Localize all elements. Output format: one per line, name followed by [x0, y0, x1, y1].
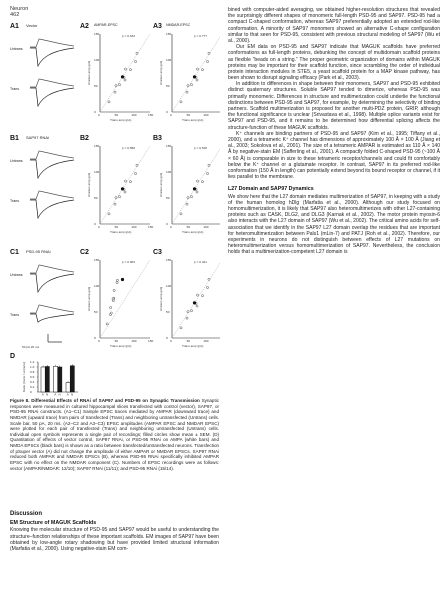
data-point: [201, 295, 203, 297]
data-point: [115, 197, 117, 199]
journal-name: Neuron: [10, 6, 29, 12]
data-point: [206, 286, 208, 288]
data-point: [114, 91, 116, 93]
heading-l27: L27 Domain and SAP97 Dynamics: [228, 186, 314, 193]
nmdar-trace: [30, 265, 74, 273]
bar-label: N: [71, 392, 74, 396]
bar-label: A: [54, 392, 57, 396]
data-point: [116, 279, 118, 281]
x-tick-label: 100: [203, 225, 209, 229]
y-tick-label: 150: [166, 258, 172, 262]
data-point: [116, 282, 118, 284]
x-tick-label: 0: [98, 339, 100, 343]
bar-label: N: [58, 392, 61, 396]
ampar-trace: [30, 88, 74, 106]
mean-point: [193, 75, 196, 78]
trace-label: Untrans: [10, 159, 23, 163]
y-tick-label: 50: [94, 196, 98, 200]
data-point: [190, 196, 192, 198]
x-tick-label: 0: [98, 113, 100, 117]
x-axis-label: Trans amp (pA): [182, 230, 204, 234]
running-header: [10, 6, 28, 19]
x-tick-label: 50: [186, 225, 191, 229]
nmdar-trace: [30, 39, 74, 47]
x-axis-label: Trans amp (pA): [182, 344, 204, 348]
x-tick-label: 150: [148, 113, 154, 117]
figure-caption: [10, 398, 219, 471]
y-tick-label: 0.2: [30, 385, 35, 389]
panel-label: D: [10, 353, 16, 360]
figure-8: [8, 20, 220, 396]
nmdar-trace: [30, 305, 74, 313]
x-tick-label: 100: [131, 339, 137, 343]
unity-line: [172, 260, 220, 338]
y-tick-label: 1.2: [30, 360, 35, 364]
y-axis-label: Untrans amp (pA): [87, 286, 91, 312]
p-value: p = 0.182: [122, 34, 135, 38]
trace-label: Untrans: [10, 47, 23, 51]
panel-label: A3: [153, 23, 162, 30]
caption-title: Figure 8. Differential Effects of RNAi of SAP97 and PSD-95 on Synaptic Transmission: [10, 398, 200, 403]
y-tick-label: 50: [166, 84, 170, 88]
y-tick-label: 150: [166, 32, 172, 36]
data-point: [180, 101, 182, 103]
data-point: [187, 311, 189, 313]
data-point: [129, 181, 131, 183]
y-tick-label: 50: [94, 84, 98, 88]
x-tick-label: 50: [114, 339, 119, 343]
x-tick-label: 150: [148, 225, 154, 229]
data-point: [206, 172, 208, 174]
data-point: [190, 310, 192, 312]
mean-point: [193, 187, 196, 190]
y-tick-label: 0: [94, 222, 96, 226]
heading-discussion: Discussion: [10, 511, 43, 517]
data-point: [112, 298, 114, 300]
page-number: 462: [10, 12, 20, 19]
panel-label: B1: [10, 135, 19, 142]
data-point: [201, 181, 203, 183]
unity-line: [172, 34, 220, 112]
data-point: [124, 191, 126, 193]
data-point: [118, 84, 120, 86]
y-tick-label: 100: [94, 284, 100, 288]
data-point: [208, 52, 210, 54]
y-tick-label: 100: [94, 58, 100, 62]
x-tick-label: 100: [203, 113, 209, 117]
ampar-trace: [30, 160, 74, 178]
data-point: [113, 289, 115, 291]
data-point: [136, 164, 138, 166]
data-point: [114, 203, 116, 205]
data-point: [190, 84, 192, 86]
paragraph: K⁺ channels are binding partners of PSD-95 and SAP97 (Kim et al., 1995; Tiffany et al., 2000), and a tetrameric K⁺ channel has dimensions of approximately 100 Å × 100 Å (Jiang et al., 2003; Sokolova et al., 2001). The size of a tetrameric AMPAR is estimated as 110 Å × 140 Å by negative-stain EM (Safferling et al., 2001). A compactly folded C-shaped PSD-95 (~100 Å × 60 Å) is comparable in size to these tetrameric receptor/channels and could fit comfortably below the K⁺ channel or a glutamate receptor. In contrast, SAP97 in its preferred rod-like conformation (150 Å in length) can potentially extend beyond its bound receptor or channel, if it lies parallel to the membrane.: [228, 130, 440, 181]
panel-label: C3: [153, 249, 162, 256]
x-tick-label: 0: [170, 113, 172, 117]
x-tick-label: 50: [114, 113, 119, 117]
x-axis-label: Trans amp (pA): [110, 118, 132, 122]
data-point: [129, 69, 131, 71]
data-point: [118, 196, 120, 198]
y-tick-label: 150: [94, 144, 100, 148]
bar: [70, 366, 74, 392]
x-tick-label: 50: [186, 339, 191, 343]
y-tick-label: 150: [94, 258, 100, 262]
data-point: [124, 68, 126, 70]
y-tick-label: 100: [94, 170, 100, 174]
y-tick-label: 0.8: [30, 370, 35, 374]
right-column-text: [228, 7, 440, 256]
y-axis-label: Untrans amp (pA): [159, 172, 163, 198]
data-point: [115, 85, 117, 87]
bar: [66, 383, 70, 393]
column-title: NMDAR-EPSC: [166, 23, 191, 27]
y-tick-label: 100: [166, 284, 172, 288]
x-tick-label: 150: [148, 339, 154, 343]
x-axis-label: Trans amp (pA): [110, 344, 132, 348]
nmdar-trace: [30, 79, 74, 87]
row-label: Vector: [26, 23, 38, 28]
chart-y-label: Ratio (trans / untrans): [22, 362, 26, 392]
y-tick-label: 0: [30, 390, 32, 394]
p-value: p = 0.518: [194, 146, 207, 150]
bar: [45, 367, 49, 393]
x-tick-label: 0: [98, 225, 100, 229]
y-tick-label: 0: [166, 336, 168, 340]
data-point: [106, 323, 108, 325]
data-point: [208, 278, 210, 280]
row-label: SAP97 RNAi: [26, 135, 49, 140]
p-value: p = 0.777: [194, 34, 207, 38]
scale-bar-label: 50 pA 20 ms: [22, 345, 40, 349]
ampar-trace: [30, 48, 74, 66]
data-point: [108, 101, 110, 103]
x-tick-label: 100: [131, 113, 137, 117]
panel-label: B3: [153, 135, 162, 142]
data-point: [187, 85, 189, 87]
bar: [54, 366, 58, 392]
unity-line: [100, 260, 150, 338]
paragraph: Our EM data on PSD-95 and SAP97 indicate that MAGUK scaffolds have preferred conformations as full-length proteins, debunking the concept of multidomain scaffold proteins as flexible “beads on a string.” The proper geometric organization of domains within MAGUK proteins may be important for their scaffold function, since scrambling the order of individual protein interaction modules in STE5, a yeast scaffold protein for a MAP kinase pathway, has been shown to disrupt signaling efficacy (Park et al., 2003).: [228, 44, 440, 82]
ampar-trace: [30, 200, 74, 218]
mean-point: [193, 301, 196, 304]
panel-label: A1: [10, 23, 19, 30]
heading-em-structure: EM Structure of MAGUK Scaffolds: [10, 520, 97, 526]
mean-point: [121, 278, 124, 281]
y-axis-label: Untrans amp (pA): [87, 172, 91, 198]
data-point: [208, 164, 210, 166]
data-point: [110, 306, 112, 308]
y-tick-label: 50: [94, 310, 98, 314]
y-tick-label: 0: [166, 222, 168, 226]
y-tick-label: 0.6: [30, 375, 35, 379]
p-value: p = 0.003: [122, 260, 135, 264]
nmdar-trace: [30, 151, 74, 159]
p-value: p = 0.441: [194, 260, 207, 264]
trace-label: Untrans: [10, 273, 23, 277]
y-tick-label: 150: [94, 32, 100, 36]
unity-line: [100, 34, 150, 112]
bar: [41, 367, 45, 392]
paragraph: Knowing the molecular structure of PSD-95 and SAP97 would be useful to understanding the structure–function relationships of these important scaffolds. EM images of SAP97 have been obtained by low-angle rotary shadowing but have provided limited structural information (Marfatia et al., 2000). Using negative-stain EM com-: [10, 527, 219, 552]
y-tick-label: 0.4: [30, 380, 35, 384]
data-point: [134, 60, 136, 62]
data-point: [108, 213, 110, 215]
trace-label: Trans: [10, 87, 20, 91]
bar-label: A: [41, 392, 44, 396]
data-point: [201, 69, 203, 71]
y-tick-label: 100: [166, 58, 172, 62]
y-tick-label: 100: [166, 170, 172, 174]
bar: [58, 367, 62, 392]
paragraph: We show here that the L27 domain mediates multimerization of SAP97, in keeping with a study of the human homolog hDlg (Marfatia et al., 2000). Although our study focused on homomultimerization, it is likely that SAP97 also heteromultimerizes with other L27-containing proteins such as CASK, DLG2, and DLG3 (Karnak et al., 2002). The motor protein myosin-6 also interacts with the L27 domain of SAP97 (Wu et al., 2002). The critical amino acids for self-association that we identify in the SAP97 L27 domain overlap the residues that are important for heteromultimerization between Pals1 (mLin-7) and PATJ (Roh et al., 2002). Therefore, our experiments in neurons do not distinguish between effects of L27 mutations on heteromultimerization versus homomultimerization of SAP97. Nevertheless, the conclusion holds that a multimerization-competent L27 domain is: [228, 193, 440, 256]
y-tick-label: 0: [94, 110, 96, 114]
panel-label: C1: [10, 249, 19, 256]
trace-label: Trans: [10, 313, 20, 317]
data-point: [196, 180, 198, 182]
ampar-trace: [30, 314, 74, 322]
y-tick-label: 0: [94, 336, 96, 340]
data-point: [136, 52, 138, 54]
data-point: [196, 68, 198, 70]
data-point: [186, 91, 188, 93]
y-axis-label: Untrans amp (pA): [87, 60, 91, 86]
unity-line: [100, 146, 150, 224]
unity-line: [172, 146, 220, 224]
panel-label: C2: [80, 249, 89, 256]
data-point: [110, 312, 112, 314]
data-point: [124, 180, 126, 182]
panel-label: B2: [80, 135, 89, 142]
data-point: [186, 317, 188, 319]
data-point: [186, 203, 188, 205]
p-value: p = 0.558: [122, 146, 135, 150]
data-point: [196, 294, 198, 296]
paragraph: bined with computer-aided averaging, we obtained higher-resolution structures that revealed the surprisingly different shapes of monomeric full-length PSD-95 and SAP97. PSD-95 had a compact C-shaped conformation, whereas SAP97 preferentially adopted an extended rod-like conformation. A minority of SAP97 monomers showed an alternative C-shape configuration similar to that seen for PSD-95, consistent with previous structural modeling of SAP97 (Wu et al., 2000).: [228, 7, 440, 44]
y-axis-label: Untrans amp (pA): [159, 60, 163, 86]
nmdar-trace: [30, 191, 74, 199]
x-tick-label: 0: [170, 339, 172, 343]
data-point: [196, 191, 198, 193]
mean-point: [121, 187, 124, 190]
data-point: [196, 305, 198, 307]
y-tick-label: 150: [166, 144, 172, 148]
data-point: [196, 79, 198, 81]
x-tick-label: 100: [131, 225, 137, 229]
x-tick-label: 100: [203, 339, 209, 343]
y-tick-label: 50: [166, 196, 170, 200]
x-tick-label: 0: [170, 225, 172, 229]
y-tick-label: 50: [166, 310, 170, 314]
left-column-text: [10, 509, 219, 552]
bar-label: N: [46, 392, 49, 396]
y-tick-label: 1.0: [30, 365, 35, 369]
panel-label: A2: [80, 23, 89, 30]
x-axis-label: Trans amp (pA): [110, 230, 132, 234]
data-point: [187, 197, 189, 199]
column-title: AMPAR-EPSC: [94, 23, 118, 27]
y-axis-label: Untrans amp (pA): [159, 286, 163, 312]
trace-label: Trans: [10, 199, 20, 203]
y-tick-label: 0: [166, 110, 168, 114]
data-point: [206, 60, 208, 62]
x-tick-label: 50: [186, 113, 191, 117]
bar-label: A: [66, 392, 69, 396]
data-point: [180, 327, 182, 329]
mean-point: [121, 75, 124, 78]
row-label: PSD-95 RNAi: [26, 249, 51, 254]
data-point: [134, 172, 136, 174]
paragraph: In addition to differences in shape between their monomers, SAP97 and PSD-95 exhibited distinct quaternary structures. Soluble SAP97 tended to dimerize, whereas PSD-95 was primarily monomeric. Differences in structure and multimerization could underlie the functional distinctions between PSD-95 and SAP97, for example, by determining the selectivity of binding partners. Scaffold multimerization is proposed for another multi-PDZ protein, GRIP, although the functional significance is unclear (Srivastava et al., 1998). Multiple splice variants exist for SAP97 and PSD-95, and it remains to be determined how differential splicing affects the structure-function of these MAGUK scaffolds.: [228, 81, 440, 131]
x-tick-label: 50: [114, 225, 119, 229]
data-point: [180, 213, 182, 215]
ampar-trace: [30, 274, 74, 292]
caption-body: Synaptic responses were measured in cultured hippocampal slices transfected with control (vector), SAP97, or PSD-95 RNAi constructs. (A1–C1) Sample EPSC traces mediated by AMPAR (downward trace) and NMDAR (upward trace) from pairs of transfected (Trans) and neighboring untransfected (Untrans) cells. Scale bar, 50 pA, 20 ms. (A2–C2 and A3–C3) EPSC amplitudes (AMPAR EPSC and NMDAR EPSC) were plotted for each pair of transfected (Trans) and neighboring untransfected (Untrans) cells. Individual open symbols represents a single pair of recordings; filled circles show mean ± SEM. (D) Quantitation of effects of vector control, SAP97 RNAi, or PSD-95 RNAi on AMPA (white bars) and NMDA EPSCs (black bars) is shown as a ratio between transfected/untransfected neurons. Transfection of pSuper vector (A) did not change the amplitude of either AMPAR or NMDAR EPSCs. SAP97 RNAi reduced both AMPAR and NMDAR EPSCs (B), whereas PSD-95 RNAi specifically inhibited AMPAR EPSC with no effect on the NMDAR component (C). Numbers of EPSC recordings were as follows: vector (AMPAR/NMDAR: 12/10); SAP97 RNAi (11/11); and PSD-95 RNAi (15/14).: [10, 398, 220, 471]
x-axis-label: Trans amp (pA): [182, 118, 204, 122]
data-point: [124, 79, 126, 81]
